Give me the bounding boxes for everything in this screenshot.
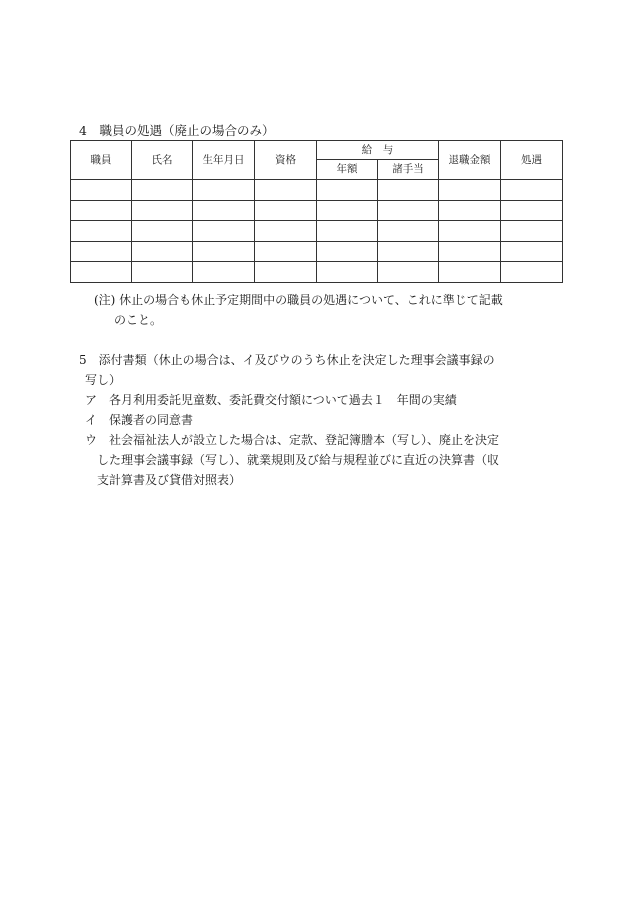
table-cell [439,180,501,201]
table-row [71,241,563,262]
table-cell [501,221,563,242]
table-cell [501,200,563,221]
header-salary: 給 与 [317,141,439,160]
table-cell [439,221,501,242]
header-qualification: 資格 [255,141,317,180]
table-cell [71,241,132,262]
table-cell [317,241,378,262]
table-cell [132,241,193,262]
table-cell [255,180,317,201]
section5-heading-line-2: 写し） [85,373,122,387]
table-cell [439,262,501,283]
note-line-1: (注) 休止の場合も休止予定期間中の職員の処遇について、これに準じて記載 [94,293,503,307]
table-cell [132,221,193,242]
table-cell [501,241,563,262]
table-row [71,262,563,283]
header-salary-annual: 年額 [317,160,378,180]
table-cell [193,180,255,201]
table-cell [193,221,255,242]
header-retirement-amount: 退職金額 [439,141,501,180]
table-cell [71,180,132,201]
table-row [71,221,563,242]
section5-heading-line-1: 5 添付書類（休止の場合は、イ及びウのうち休止を決定した理事会議事録の [79,353,495,367]
attachment-item-u-line-2: した理事会議事録（写し）、就業規則及び給与規程並びに直近の決算書（収 [97,453,500,467]
staff-treatment-table [70,140,563,283]
header-name: 氏名 [132,141,193,180]
header-treatment: 処遇 [501,141,563,180]
table-cell [193,200,255,221]
table-cell [378,262,439,283]
table-cell [255,241,317,262]
table-cell [317,221,378,242]
table-cell [439,200,501,221]
table-body [71,180,563,283]
table-cell [255,221,317,242]
table-cell [132,262,193,283]
note-line-2: のこと。 [114,313,163,327]
header-staff: 職員 [71,141,132,180]
table-cell [132,200,193,221]
attachment-item-u-line-1: ウ 社会福祉法人が設立した場合は、定款、登記簿謄本（写し）、廃止を決定 [85,433,500,447]
table-cell [378,241,439,262]
table-cell [71,262,132,283]
table-cell [378,221,439,242]
table-row [71,180,563,201]
table-cell [255,200,317,221]
attachment-item-i: イ 保護者の同意書 [85,413,194,427]
attachment-item-u-line-3: 支計算書及び貸借対照表） [97,473,242,487]
header-salary-allowances: 諸手当 [378,160,439,180]
table-cell [71,221,132,242]
table-cell [193,262,255,283]
table-cell [317,180,378,201]
header-birthdate: 生年月日 [193,141,255,180]
table-cell [378,180,439,201]
section5 [79,350,569,490]
section4-heading: 4 職員の処遇（廃止の場合のみ） [79,123,275,138]
table-cell [501,262,563,283]
table-cell [317,200,378,221]
table-cell [317,262,378,283]
table-cell [255,262,317,283]
table-cell [378,200,439,221]
table-row [71,200,563,221]
table-cell [71,200,132,221]
table-cell [132,180,193,201]
section4-note [94,290,503,330]
table-cell [501,180,563,201]
table-cell [193,241,255,262]
attachment-item-a: ア 各月利用委託児童数、委託費交付額について過去１ 年間の実績 [85,393,457,407]
table-cell [439,241,501,262]
